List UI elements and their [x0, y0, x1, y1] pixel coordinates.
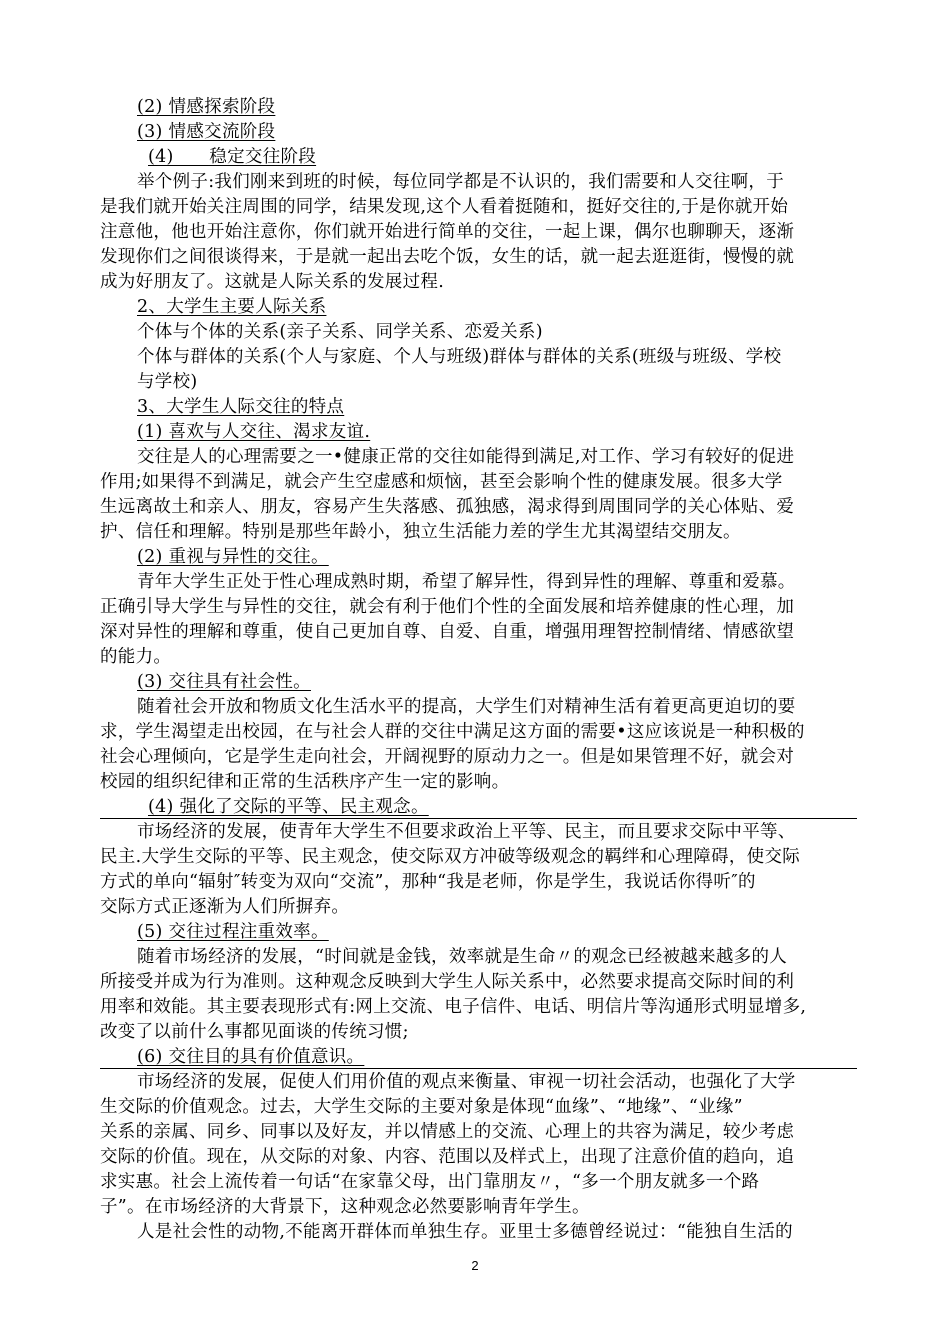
section-heading: (4) 强化了交际的平等、民主观念。 [148, 797, 429, 817]
section-heading: (3) 交往具有社会性。 [137, 672, 311, 692]
paragraph-line: 注意他，他也开始注意你，你们就开始进行简单的交往，一起上课，偶尔也聊聊天，逐渐 [100, 222, 795, 242]
section-heading: 2、大学生主要人际关系 [137, 297, 327, 317]
paragraph-line: 市场经济的发展，使青年大学生不但要求政治上平等、民主，而且要求交际中平等、 [137, 822, 796, 842]
section-heading: (6) 交往目的具有价值意识。 [137, 1047, 365, 1067]
horizontal-rule [100, 818, 857, 819]
paragraph-line: 改变了以前什么事都见面谈的传统习惯; [100, 1022, 409, 1042]
paragraph-line: 市场经济的发展，促使人们用价值的观点来衡量、审视一切社会活动，也强化了大学 [137, 1072, 796, 1092]
section-heading: (2) 情感探索阶段 [137, 97, 276, 117]
paragraph-line: 社会心理倾向，它是学生走向社会，开阔视野的原动力之一。但是如果管理不好，就会对 [100, 747, 795, 767]
paragraph-line: 个体与群体的关系(个人与家庭、个人与班级)群体与群体的关系(班级与班级、学校 [137, 347, 782, 367]
section-heading: (2) 重视与异性的交往。 [137, 547, 329, 567]
paragraph-line: 作用;如果得不到满足，就会产生空虚感和烦恼，甚至会影响个性的健康发展。很多大学 [100, 472, 783, 492]
paragraph-line: 个体与个体的关系(亲子关系、同学关系、恋爱关系) [137, 322, 543, 342]
paragraph-line: 人是社会性的动物,不能离开群体而单独生存。亚里士多德曾经说过：“能独自生活的 [137, 1222, 793, 1242]
section-heading: (1) 喜欢与人交往、渴求友谊. [137, 422, 371, 442]
paragraph-line: 子”。在市场经济的大背景下，这种观念必然要影响青年学生。 [100, 1197, 590, 1217]
section-heading: (5) 交往过程注重效率。 [137, 922, 329, 942]
paragraph-line: 关系的亲属、同乡、同事以及好友，并以情感上的交流、心理上的共容为满足，较少考虑 [100, 1122, 795, 1142]
paragraph-line: 求，学生渴望走出校园，在与社会人群的交往中满足这方面的需要•这应该说是一种积极的 [100, 722, 805, 742]
paragraph-line: 求实惠。社会上流传着一句话“在家靠父母，出门靠朋友〃，“多一个朋友就多一个路 [100, 1172, 760, 1192]
paragraph-line: 所接受并成为行为准则。这种观念反映到大学生人际关系中，必然要求提高交际时间的利 [100, 972, 795, 992]
paragraph-line: 是我们就开始关注周围的同学，结果发现,这个人看着挺随和，挺好交往的,于是你就开始 [100, 197, 789, 217]
paragraph-line: 交往是人的心理需要之一•健康正常的交往如能得到满足,对工作、学习有较好的促进 [137, 447, 795, 467]
paragraph-line: 民主.大学生交际的平等、民主观念，使交际双方冲破等级观念的羁绊和心理障碍，使交际 [100, 847, 801, 867]
paragraph-line: 的能力。 [100, 647, 172, 667]
paragraph-line: 校园的组织纪律和正常的生活秩序产生一定的影响。 [100, 772, 510, 792]
paragraph-line: 护、信任和理解。特别是那些年龄小，独立生活能力差的学生尤其渴望结交朋友。 [100, 522, 741, 542]
paragraph-line: 发现你们之间很谈得来，于是就一起出去吃个饭，女生的话，就一起去逛逛街，慢慢的就 [100, 247, 795, 267]
paragraph-line: 与学校) [137, 372, 198, 392]
paragraph-line: 青年大学生正处于性心理成熟时期，希望了解异性，得到异性的理解、尊重和爱慕。 [137, 572, 796, 592]
section-heading: (4) 稳定交往阶段 [148, 147, 317, 167]
paragraph-line: 深对异性的理解和尊重，使自己更加自尊、自爱、自重，增强用理智控制情绪、情感欲望 [100, 622, 795, 642]
paragraph-line: 交际方式正逐渐为人们所摒弃。 [100, 897, 350, 917]
paragraph-line: 随着市场经济的发展，“时间就是金钱，效率就是生命〃的观念已经被越来越多的人 [137, 947, 788, 967]
paragraph-line: 成为好朋友了。这就是人际关系的发展过程. [100, 272, 445, 292]
paragraph-line: 方式的单向“辐射″转变为双向“交流”，那种“我是老师，你是学生，我说话你得听″的 [100, 872, 756, 892]
paragraph-line: 举个例子:我们刚来到班的时候，每位同学都是不认识的，我们需要和人交往啊，于 [137, 172, 784, 192]
paragraph-line: 生远离故土和亲人、朋友，容易产生失落感、孤独感，渴求得到周围同学的关心体贴、爱 [100, 497, 795, 517]
page-number: 2 [471, 1258, 479, 1273]
horizontal-rule [100, 1068, 857, 1069]
section-heading: 3、大学生人际交往的特点 [137, 397, 345, 417]
paragraph-line: 交际的价值。现在，从交际的对象、内容、范围以及样式上，出现了注意价值的趋向，追 [100, 1147, 795, 1167]
paragraph-line: 生交际的价值观念。过去，大学生交际的主要对象是体现“血缘”、“地缘”、“业缘” [100, 1097, 743, 1117]
paragraph-line: 用率和效能。其主要表现形式有:网上交流、电子信件、电话、明信片等沟通形式明显增多, [100, 997, 807, 1017]
section-heading: (3) 情感交流阶段 [137, 122, 276, 142]
paragraph-line: 随着社会开放和物质文化生活水平的提高，大学生们对精神生活有着更高更迫切的要 [137, 697, 796, 717]
paragraph-line: 正确引导大学生与异性的交往，就会有利于他们个性的全面发展和培养健康的性心理，加 [100, 597, 795, 617]
